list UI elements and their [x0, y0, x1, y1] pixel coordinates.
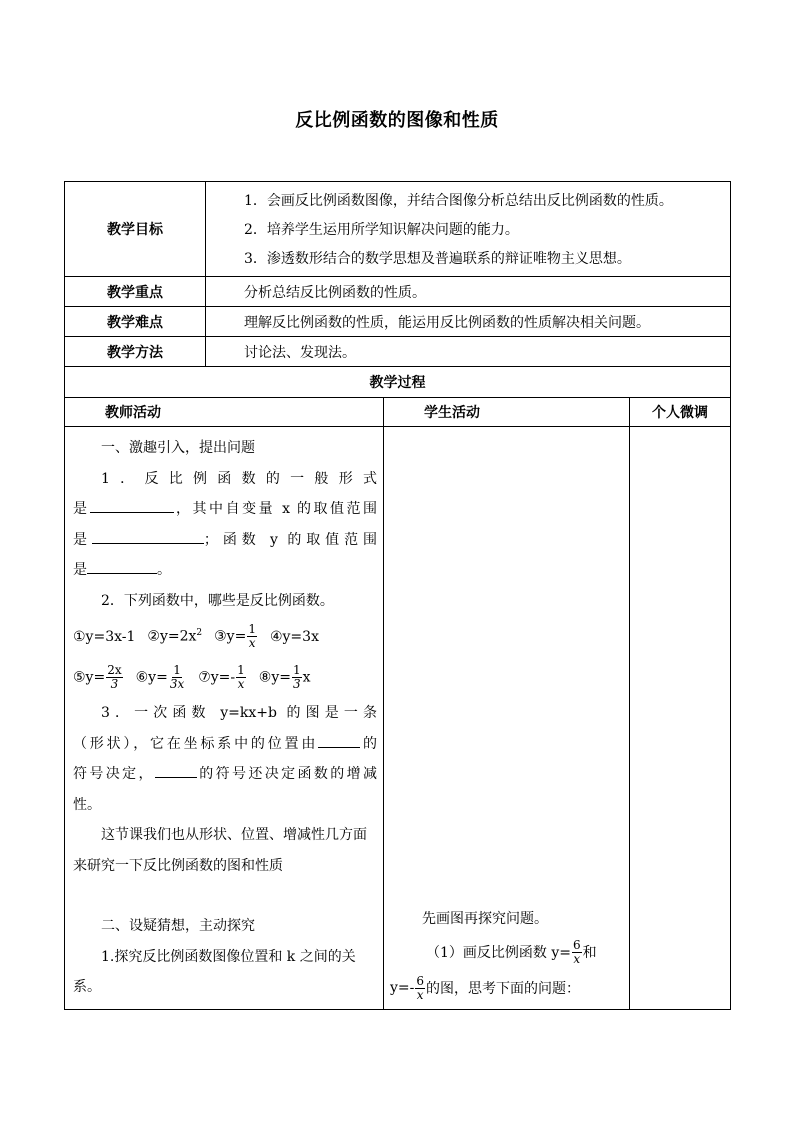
- student-column-header: 学生活动: [384, 398, 630, 427]
- student-task-line: y=- $\frac{6}{x}$ 的图，思考下面的问题：: [390, 973, 581, 1002]
- function-option: ③y= $\frac{1}{x}$: [214, 622, 256, 650]
- student-activity-cell: [384, 427, 630, 1010]
- fraction: $\frac{1}{x}$: [248, 622, 256, 650]
- student-instruction: 先画图再探究问题。: [422, 911, 548, 927]
- goal-item: 1．会画反比例函数图像，并结合图像分析总结出反比例函数的性质。: [244, 193, 673, 209]
- lesson-plan-table: [64, 181, 731, 1010]
- function-option: $②y=2x^2$: [147, 628, 203, 645]
- teacher-column-header: 教师活动: [65, 398, 384, 427]
- function-option: ⑥y= $\frac{1}{3x}$: [135, 663, 185, 691]
- fraction: $\frac{2x}{3}$: [107, 663, 122, 691]
- question-3-end: 性。: [73, 796, 101, 813]
- goal-item: 2．培养学生运用所学知识解决问题的能力。: [244, 222, 519, 238]
- answer-blank: [92, 529, 204, 544]
- fraction: $\frac{1}{x}$: [237, 663, 245, 691]
- process-title: 教学过程: [65, 367, 731, 398]
- process-title-row: [65, 367, 731, 398]
- document-title: 反比例函数的图像和性质: [295, 110, 499, 131]
- question-3-blank-line: （形状），它在坐标系中的位置由 的: [73, 729, 377, 760]
- spacer: [73, 881, 377, 911]
- question-1-blank-line: 是 ，其中自变量 x 的取值范围: [73, 494, 377, 525]
- question-1-blank-line: 是 ；函数 y 的取值范围: [73, 525, 377, 556]
- function-list-row-1: [73, 616, 377, 657]
- intro-paragraph: 这节课我们也从形状、位置、增减性几方面来研究一下反比例函数的图和性质: [73, 827, 367, 874]
- column-header-row: [65, 398, 731, 427]
- exploration-question: 1.探究反比例函数图像位置和 k 之间的关系。: [73, 948, 356, 995]
- method-label: 教学方法: [65, 337, 206, 367]
- key-point-label: 教学重点: [65, 277, 206, 307]
- section-heading: 二、设疑猜想，主动探究: [101, 918, 255, 934]
- difficulty-row: [65, 307, 731, 337]
- goal-item: 3．渗透数形结合的数学思想及普遍联系的辩证唯物主义思想。: [244, 251, 631, 267]
- fraction: $\frac{1}{3}$: [292, 663, 301, 691]
- section-heading: 一、激趣引入，提出问题: [101, 440, 255, 456]
- adjust-cell: [630, 427, 731, 1010]
- difficulty-label: 教学难点: [65, 307, 206, 337]
- function-option: ⑤y= $\frac{2x}{3}$: [73, 663, 122, 691]
- method-row: [65, 337, 731, 367]
- difficulty-text: 理解反比例函数的性质，能运用反比例函数的性质解决相关问题。: [206, 307, 731, 337]
- goals-content: [206, 182, 731, 277]
- key-point-text: 分析总结反比例函数的性质。: [206, 277, 731, 307]
- answer-blank: [155, 763, 197, 778]
- function-option: ⑦y=- $\frac{1}{x}$: [198, 663, 245, 691]
- student-task-line: （1）画反比例函数 y= $\frac{6}{x}$ 和: [426, 937, 597, 966]
- fraction: $\frac{1}{3x}$: [169, 663, 185, 691]
- spacer: [390, 427, 623, 904]
- teacher-activity-cell: [65, 427, 384, 1010]
- question-1-blank-line: 是 。: [73, 555, 377, 586]
- goals-row: [65, 182, 731, 277]
- function-option: ①y=3x-1: [73, 628, 136, 645]
- function-option: ④y=3x: [269, 628, 319, 645]
- key-point-row: [65, 277, 731, 307]
- question-3-blank-line: 符号决定， 的符号还决定函数的增减: [73, 759, 377, 790]
- goals-label: 教学目标: [65, 182, 206, 277]
- process-content-row: [65, 427, 731, 1010]
- question-3-line: 3．一次函数 y=kx+b 的图是一条: [101, 705, 377, 721]
- question-2: 2．下列函数中，哪些是反比例函数。: [101, 592, 334, 609]
- method-text: 讨论法、发现法。: [206, 337, 731, 367]
- answer-blank: [318, 733, 360, 748]
- fraction: $\frac{6}{x}$: [416, 973, 425, 1002]
- answer-blank: [87, 559, 157, 574]
- function-list-row-2: [73, 657, 377, 698]
- adjust-column-header: 个人微调: [630, 398, 731, 427]
- question-1-line: 1．反比例函数的一般形式: [101, 470, 377, 487]
- answer-blank: [90, 498, 174, 513]
- function-option: ⑧y= $\frac{1}{3}$ x: [258, 663, 311, 691]
- fraction: $\frac{6}{x}$: [573, 937, 581, 966]
